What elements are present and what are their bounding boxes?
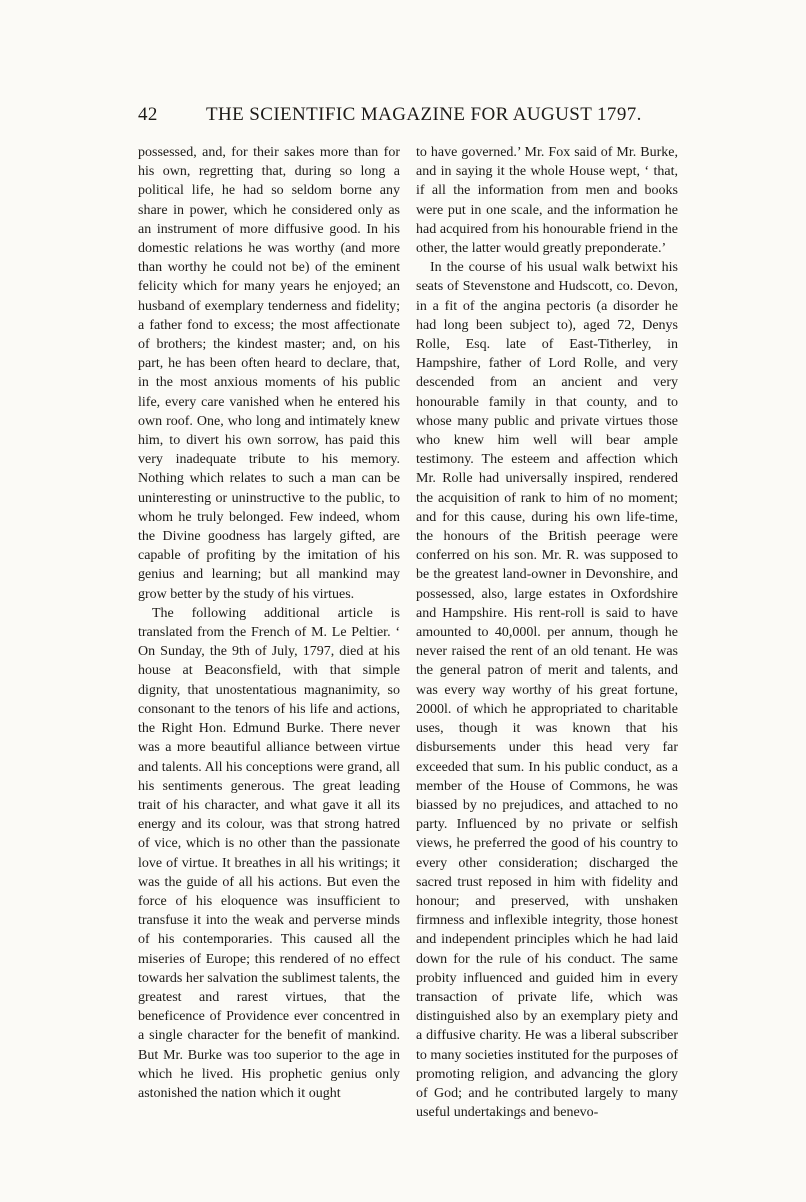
paragraph: The following additional article is translated from the French of M. Le Peltier. ‘ On Sunday, the 9th of July, 1797, died at his house at Beaconsfield, with that simple dignity, that unostentatious magnanimity, so consonant to the tenors of his life and actions, the Right Hon. Edmund Burke. There never was a more beautiful alliance between virtue and talents. All his conceptions were grand, all his sentiments generous. The great leading trait of his character, and what gave it all its energy and its colour, was that strong hatred of vice, which is no other than the passionate love of virtue. It breathes in all his writings; it was the guide of all his actions. But even the force of his eloquence was insufficient to transfuse it into the weak and perverse minds of his contemporaries. This caused all the miseries of Europe; this rendered of no effect towards her salvation the sublimest talents, the greatest and rarest virtues, that the beneficence of Providence ever concentred in a single character for the benefit of mankind. But Mr. Burke was too superior to the age in which he lived. His prophetic genius only astonished the nation which it ought [138,605,400,1101]
right-column [416,143,678,1122]
paragraph: possessed, and, for their sakes more than for his own, regretting that, during so long a political life, he had so seldom borne any share in power, which he considered only as an instrument of more diffusive good. In his domestic relations he was worthy (and more than worthy he could not be) of the eminent felicity which for many years he enjoyed; an husband of exemplary tenderness and fidelity; a father fond to excess; the most affectionate of brothers; the kindest master; and, on his part, he has been often heard to declare, that, in the most anxious moments of his public life, every care vanished when he entered his own roof. One, who long and intimately knew him, to divert his own sorrow, has paid this very inadequate tribute to his memory. Nothing which relates to such a man can be uninteresting or uninstructive to the public, to whom he truly belonged. Few indeed, whom the Divine goodness has largely gifted, are capable of profiting by the imitation of his genius and learning; but all mankind may grow better by the study of his virtues. [138,145,400,602]
running-header [138,104,678,134]
paragraph: In the course of his usual walk betwixt his seats of Stevenstone and Hudscott, co. Devon, in a fit of the angina pectoris (a disorder he had long been subject to), aged 72, Denys Rolle, Esq. late of East-Titherley, in Hampshire, father of Lord Rolle, and very descended from an ancient and very honourable family in that county, and to whose many public and private virtues those who knew him well will bear ample testimony. The esteem and affection which Mr. Rolle had universally inspired, rendered the acquisition of rank to him of no moment; and for this cause, during his own life-time, the honours of the British peerage were conferred on his son. Mr. R. was supposed to be the greatest land-owner in Devonshire, and possessed, also, large estates in Oxfordshire and Hampshire. His rent-roll is said to have amounted to 40,000l. per annum, though he never raised the rent of an old tenant. He was the general patron of merit and talents, and was every way worthy of his great fortune, 2000l. of which he appropriated to charitable uses, though it was known that his disbursements under this head very far exceeded that sum. In his public conduct, as a member of the House of Commons, he was biassed by no prejudices, and attached to no party. Influenced by no private or selfish views, he preferred the good of his country to every other consideration; discharged the sacred trust reposed in him with fidelity and honour; and preserved, with unshaken firmness and inflexible integrity, those honest and independent principles which he had laid down for the rule of his conduct. The same probity influenced and guided him in every transaction of private life, which was distinguished also by an exemplary piety and a diffusive charity. He was a liberal subscriber to many societies instituted for the purposes of promoting religion, and advancing the glory of God; and he contributed largely to many useful undertakings and benevo- [416,260,678,1121]
page-number: 42 [138,104,158,125]
paragraph: to have governed.’ Mr. Fox said of Mr. Burke, and in saying it the whole House wept, ‘ that, if all the information from men and books were put in one scale, and the information he had acquired from his honourable friend in the other, the latter would greatly preponderate.’ [416,145,678,257]
left-column [138,143,400,1103]
running-title: THE SCIENTIFIC MAGAZINE FOR AUGUST 1797. [206,104,642,125]
